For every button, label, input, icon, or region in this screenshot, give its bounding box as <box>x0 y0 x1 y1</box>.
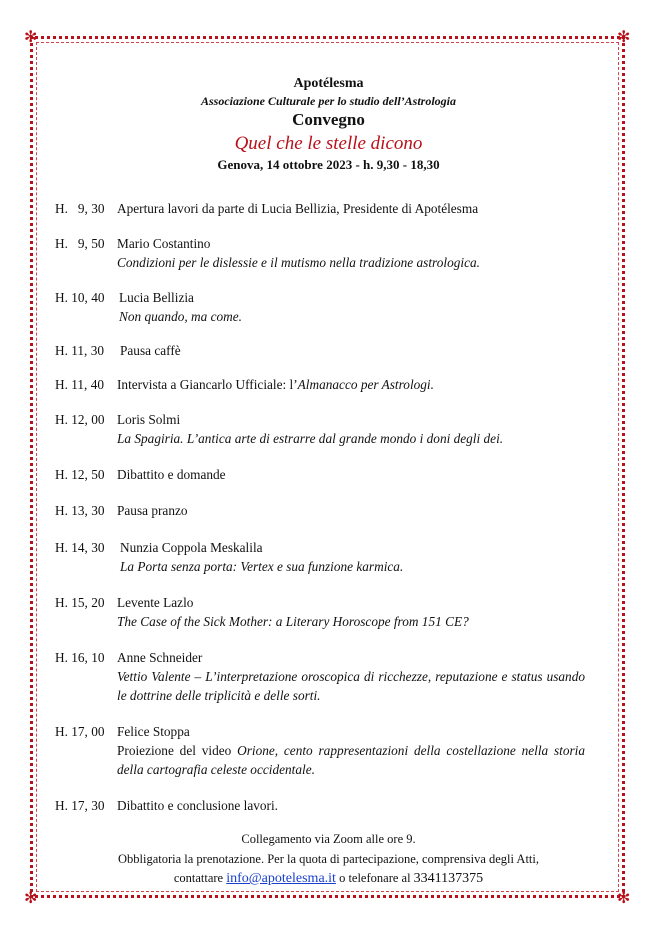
program-speaker: Dibattito e domande <box>117 467 226 482</box>
program-content <box>119 288 587 326</box>
program-content <box>117 375 585 394</box>
program-time: H. 11, 40 <box>55 377 104 392</box>
event-title: Quel che le stelle dicono <box>234 133 423 154</box>
program-talk-title: The Case of the Sick Mother: a Literary Horoscope from 151 CE? <box>117 614 469 629</box>
program-speaker: Intervista a Giancarlo Ufficiale: l’ <box>117 377 298 392</box>
program-time: H. 12, 00 <box>55 412 105 427</box>
program-speaker: Lucia Bellizia <box>119 290 194 305</box>
program-time: H. 9, 30 <box>55 201 105 216</box>
program-speaker: Anne Schneider <box>117 650 203 665</box>
program-talk-title: La Spagiria. L’antica arte di estrarre dal grande mondo i doni degli dei. <box>117 431 504 446</box>
program-time: H. 13, 30 <box>55 503 105 518</box>
phone-number: 3341137375 <box>413 871 484 886</box>
event-type: Convegno <box>292 110 365 129</box>
program-speaker: Levente Lazlo <box>117 595 194 610</box>
program-content <box>117 722 585 779</box>
program-content <box>117 593 585 631</box>
corner-ornament-icon: ✻ <box>617 890 631 907</box>
program-talk-title: Condizioni per le dislessie e il mutismo nella tradizione astrologica. <box>117 255 480 270</box>
program-time: H. 15, 20 <box>55 595 105 610</box>
program-content <box>120 538 588 576</box>
program-talk-title: Non quando, ma come. <box>119 309 242 324</box>
program-speaker: Loris Solmi <box>117 412 181 427</box>
program-talk-title: Vettio Valente – L’interpretazione oroscopica di ricchezze, reputazione e status usando le dottrine delle triplicità e delle sorti. <box>117 669 585 703</box>
footer-booking-note: Obbligatoria la prenotazione. Per la quota di partecipazione, comprensiva degli Atti, <box>117 852 540 866</box>
program-time: H. 11, 30 <box>55 343 104 358</box>
org-description: Associazione Culturale per lo studio dell’Astrologia <box>200 94 457 108</box>
program-speaker: Pausa caffè <box>120 343 181 358</box>
program-talk-title: Almanacco per Astrologi. <box>297 377 434 392</box>
program-speaker: Dibattito e conclusione lavori. <box>117 798 278 813</box>
program-speaker: Felice Stoppa <box>117 724 190 739</box>
program-talk-italic: Orione, cento rappresentazioni della costellazione nella storia della cartografia celeste occidentale. <box>117 743 586 777</box>
footer-contact-mid: o telefonare al <box>339 871 411 885</box>
program-time: H. 17, 30 <box>55 798 105 813</box>
program-speaker: Pausa pranzo <box>117 503 188 518</box>
program-content <box>117 648 585 705</box>
program-speaker: Apertura lavori da parte di Lucia Bellizia, Presidente di Apotélesma <box>117 201 479 216</box>
program-speaker: Nunzia Coppola Meskalila <box>120 540 263 555</box>
program-time: H. 10, 40 <box>55 290 105 305</box>
corner-ornament-icon: ✻ <box>24 29 38 46</box>
program-talk-title: La Porta senza porta: Vertex e sua funzione karmica. <box>120 559 404 574</box>
program-time: H. 12, 50 <box>55 467 105 482</box>
footer-contact-prefix: contattare <box>173 871 224 885</box>
program-talk-prefix: Proiezione del video <box>117 743 238 758</box>
org-name: Apotélesma <box>293 76 364 91</box>
program-content <box>117 234 585 272</box>
program-time: H. 16, 10 <box>55 650 105 665</box>
program-time: H. 14, 30 <box>55 540 105 555</box>
program-time: H. 9, 50 <box>55 236 105 251</box>
program-time: H. 17, 00 <box>55 724 105 739</box>
email-link[interactable]: info@apotelesma.it <box>226 871 336 886</box>
corner-ornament-icon: ✻ <box>617 29 631 46</box>
footer-zoom-note: Collegamento via Zoom alle ore 9. <box>241 832 416 846</box>
program-speaker: Mario Costantino <box>117 236 211 251</box>
program-content <box>117 410 585 448</box>
program-talk-title <box>117 741 585 779</box>
corner-ornament-icon: ✻ <box>24 890 38 907</box>
footer-contact-line <box>0 871 657 887</box>
event-dateline: Genova, 14 ottobre 2023 - h. 9,30 - 18,30 <box>217 157 440 172</box>
